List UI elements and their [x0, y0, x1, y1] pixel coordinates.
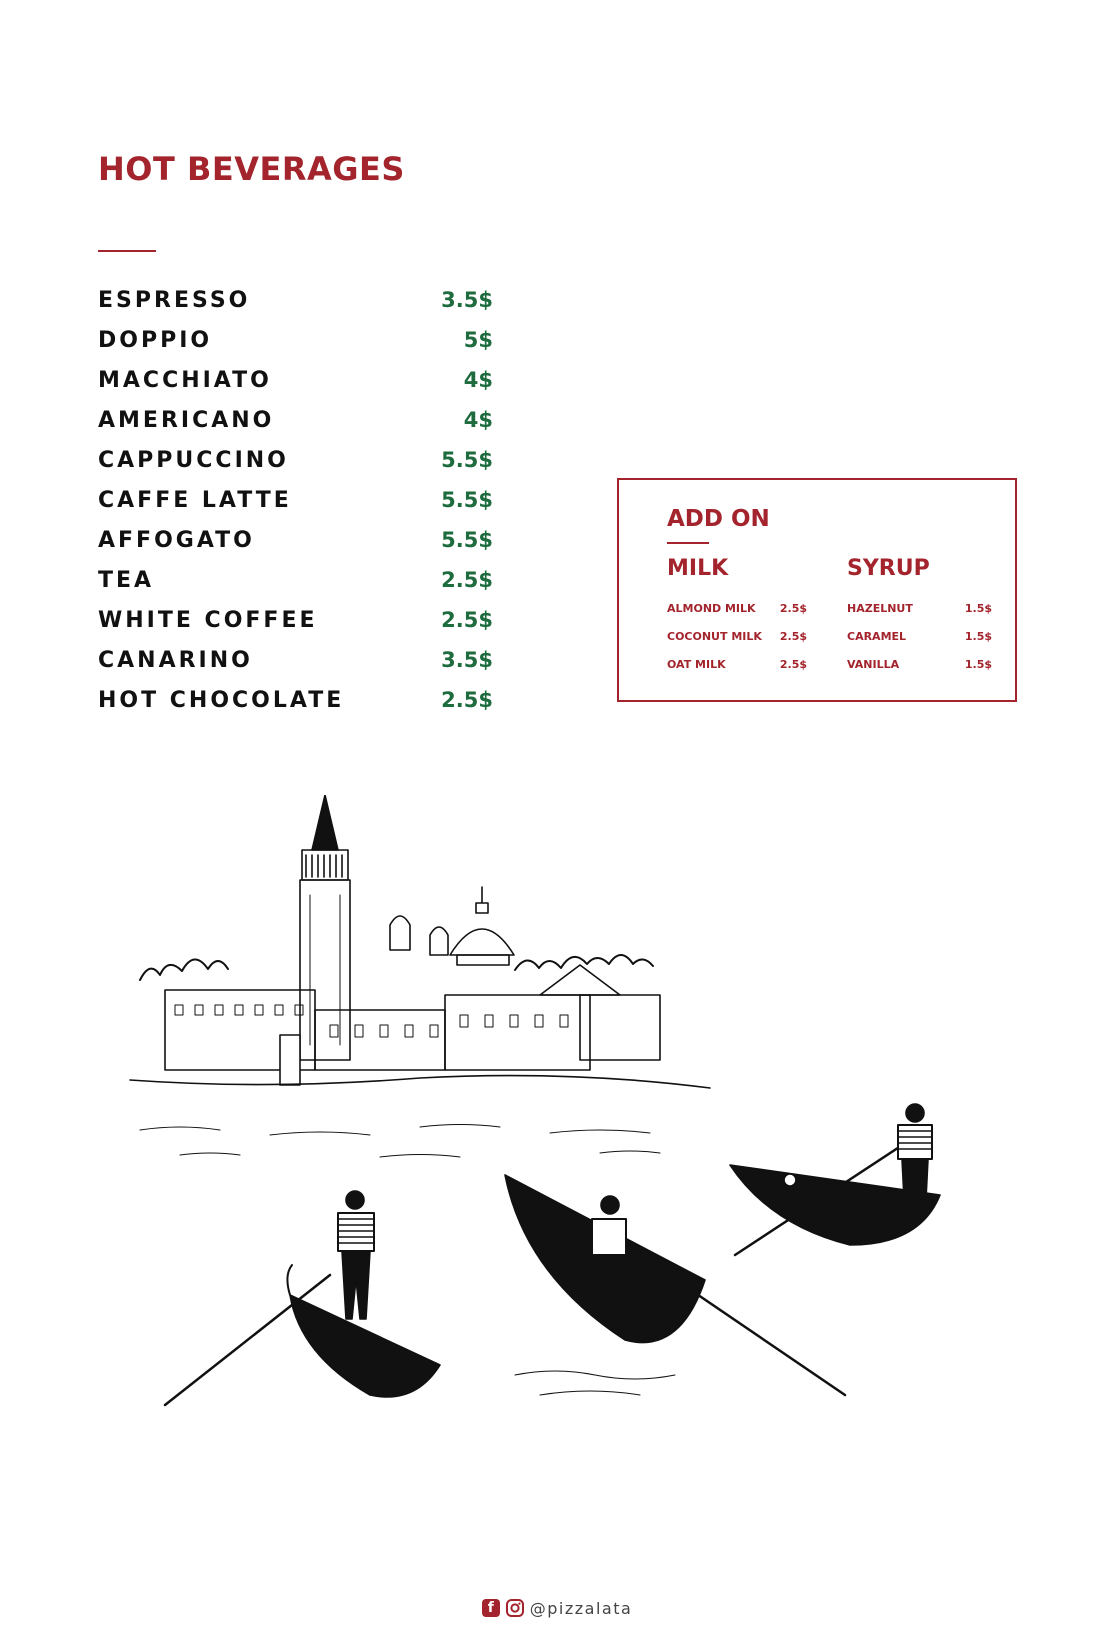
church-domes	[390, 887, 514, 965]
item-price: 2.5$	[441, 608, 493, 632]
gondola-left	[165, 1191, 440, 1405]
facebook-icon[interactable]: f	[482, 1599, 500, 1617]
item-name: MACCHIATO	[98, 367, 272, 393]
instagram-icon[interactable]	[506, 1599, 524, 1617]
item-price: 3.5$	[441, 288, 493, 312]
bell-tower	[300, 795, 350, 1060]
item-price: 5.5$	[441, 528, 493, 552]
social-footer	[0, 1596, 1114, 1620]
list-item	[98, 640, 493, 680]
addon-item-name: OAT MILK	[667, 657, 726, 671]
item-name: DOPPIO	[98, 327, 213, 353]
syrup-heading: SYRUP	[847, 556, 930, 581]
list-item	[98, 320, 493, 360]
addon-title: ADD ON	[667, 506, 770, 532]
list-item	[98, 520, 493, 560]
list-item	[98, 480, 493, 520]
addon-item-name: ALMOND MILK	[667, 601, 756, 615]
addon-item-price: 1.5$	[964, 601, 992, 615]
addon-panel	[617, 478, 1017, 702]
item-price: 4$	[463, 408, 493, 432]
item-price: 5$	[463, 328, 493, 352]
item-price: 4$	[463, 368, 493, 392]
list-item	[98, 600, 493, 640]
item-price: 2.5$	[441, 568, 493, 592]
addon-item-price: 2.5$	[779, 601, 807, 615]
list-item	[847, 622, 992, 650]
social-handle[interactable]: @pizzalata	[529, 1598, 633, 1618]
item-name: HOT CHOCOLATE	[98, 687, 345, 713]
item-name: CAPPUCCINO	[98, 447, 289, 473]
water-ripples	[140, 1125, 660, 1158]
item-price: 5.5$	[441, 448, 493, 472]
item-name: CAFFE LATTE	[98, 487, 292, 513]
item-price: 2.5$	[441, 688, 493, 712]
syrup-section	[847, 556, 992, 678]
gondola-right	[730, 1104, 940, 1255]
list-item	[98, 360, 493, 400]
list-item	[667, 650, 807, 678]
item-name: AFFOGATO	[98, 527, 255, 553]
item-name: TEA	[98, 567, 155, 593]
page-title: HOT BEVERAGES	[98, 150, 405, 188]
item-name: CANARINO	[98, 647, 253, 673]
item-name: AMERICANO	[98, 407, 275, 433]
addon-item-price: 1.5$	[964, 629, 992, 643]
list-item	[667, 622, 807, 650]
title-divider	[98, 250, 156, 252]
addon-item-price: 2.5$	[779, 657, 807, 671]
milk-section	[667, 556, 807, 678]
shoreline	[130, 1076, 710, 1088]
item-price: 3.5$	[441, 648, 493, 672]
list-item	[847, 594, 992, 622]
list-item	[98, 400, 493, 440]
addon-item-price: 2.5$	[779, 629, 807, 643]
item-price: 5.5$	[441, 488, 493, 512]
list-item	[98, 560, 493, 600]
venice-illustration	[120, 795, 1000, 1455]
list-item	[98, 440, 493, 480]
addon-item-price: 1.5$	[964, 657, 992, 671]
list-item	[667, 594, 807, 622]
item-name: WHITE COFFEE	[98, 607, 318, 633]
beverage-list	[98, 280, 493, 720]
item-name: ESPRESSO	[98, 287, 251, 313]
addon-item-name: CARAMEL	[847, 629, 907, 643]
addon-item-name: VANILLA	[847, 657, 900, 671]
milk-heading: MILK	[667, 556, 729, 581]
list-item	[847, 650, 992, 678]
addon-item-name: COCONUT MILK	[667, 629, 762, 643]
addon-divider	[667, 542, 709, 544]
addon-item-name: HAZELNUT	[847, 601, 913, 615]
waterfront-buildings	[165, 965, 660, 1085]
list-item	[98, 680, 493, 720]
list-item	[98, 280, 493, 320]
